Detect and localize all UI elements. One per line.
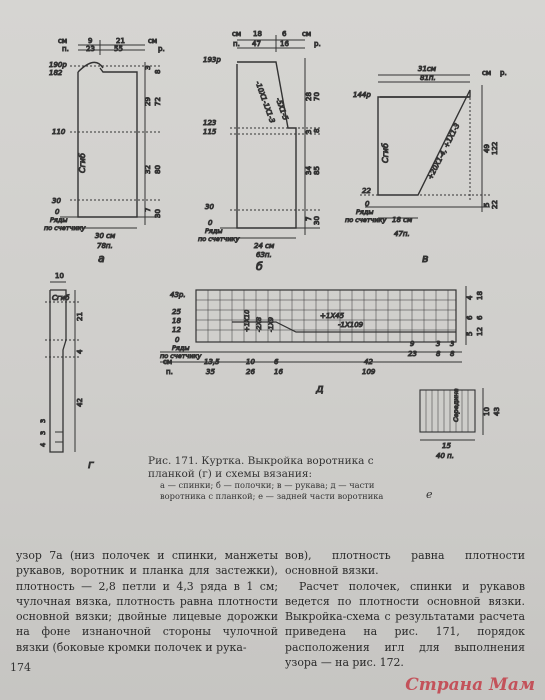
paragraph: Расчет полочек, спинки и рукавов ведется по плотности основной вязки. Выкройка-схема с результатами расчета приведена на рис. 171, порядок расположения игл для выполнения узора — на рис. 172.: [285, 579, 525, 670]
strip-right-cm: 4: [76, 349, 84, 354]
unit-r-label: р.: [314, 40, 321, 48]
figure-letter-d: д: [316, 382, 324, 395]
sleeve-right-r: 22: [491, 200, 499, 209]
chart-row-label: 25: [172, 308, 181, 316]
front-slope-note: -10Х1-1Х1-3: [253, 80, 277, 125]
front-right-cm: 34: [305, 166, 313, 175]
back-row-label: 182: [49, 69, 63, 77]
chart-note: -1Х9: [267, 316, 275, 332]
chart-note: +1Х10: [243, 309, 251, 332]
back-bottom-p: 78п.: [97, 242, 113, 250]
front-top-p: 16: [280, 40, 289, 48]
unit-p-label: п.: [62, 45, 69, 53]
chart-bottom-cm: 9: [410, 340, 415, 348]
front-slope-note: -5Х1-5: [274, 96, 290, 122]
back-right-r: 72: [154, 97, 162, 106]
chart-bottom-p: 109: [362, 368, 376, 376]
back-right-r: 30: [154, 209, 162, 218]
back-right-cm: 29: [144, 97, 152, 106]
front-top-p: 47: [252, 40, 261, 48]
rows-label: по счетчику: [160, 352, 202, 360]
front-row-label: 193р: [203, 56, 221, 64]
unit-cm-label: см: [482, 69, 492, 77]
chart-bottom-p: 35: [206, 368, 215, 376]
front-pattern: [198, 30, 321, 273]
unit-cm-label: см: [163, 358, 173, 366]
chart-right-cm: 6: [466, 315, 474, 320]
strip-right-cm: 42: [76, 398, 84, 407]
unit-p-label: п.: [233, 40, 240, 48]
strip-top-cm: 10: [55, 272, 64, 280]
strip-right-cm: 21: [76, 312, 84, 321]
sleeve-bottom-p: 47п.: [394, 230, 410, 238]
back-right-cm: 32: [144, 165, 152, 174]
unit-cm-label: см: [58, 37, 68, 45]
back-right-r: 8: [154, 69, 162, 74]
front-right-r: 8: [313, 128, 321, 133]
unit-r-label: р.: [158, 45, 165, 53]
rows-label: по счетчику: [198, 235, 240, 243]
front-right-r: 70: [313, 92, 321, 101]
fold-label: Сгиб: [52, 294, 70, 302]
back-collar-right-r: 43: [493, 407, 501, 416]
figure-letter-v: в: [422, 252, 429, 265]
front-top-cm: 6: [282, 30, 287, 38]
front-right-cm: 7: [305, 216, 313, 221]
sleeve-bottom-cm: 18 см: [392, 216, 413, 224]
rows-label: Ряды: [50, 216, 68, 224]
chart-row-label: 0: [175, 336, 180, 344]
back-row-label: 110: [52, 128, 66, 136]
unit-cm-label: см: [148, 37, 158, 45]
chart-right-r: 18: [476, 291, 484, 300]
watermark-logo: Страна Мам: [405, 675, 535, 695]
figure-caption: Рис. 171. Куртка. Выкройка воротника с планкой (г) и схемы вязания:: [148, 455, 374, 480]
page-number: 174: [10, 661, 31, 674]
back-row-label: 0: [55, 208, 60, 216]
text-column-right: [285, 548, 525, 670]
chart-bottom-p: 26: [246, 368, 255, 376]
figure-letter-e: е: [426, 488, 433, 501]
figure-letter-g: г: [88, 458, 94, 471]
center-label: Середина: [452, 388, 460, 422]
chart-right-cm: 5: [466, 331, 474, 336]
sleeve-right-cm: 5: [483, 202, 491, 207]
paragraph: узор 7а (низ полочек и спинки, манжеты рукавов, воротник и планка для застежки), плотность — 2,8 петли и 4,3 ряда в 1 см; чулочная вязка, плотность равна плотности основной вязки; двойные лицевые дорожки на фоне изнаночной стороны чулочной вязки (боковые кромки полочек и рука-: [16, 549, 278, 654]
collar-back-chart: [420, 388, 501, 460]
back-right-cm: 3: [144, 65, 152, 70]
front-right-r: 30: [313, 216, 321, 225]
back-row-label: 190р: [49, 61, 67, 69]
back-collar-right-cm: 10: [483, 407, 491, 416]
rows-label: по счетчику: [44, 224, 86, 232]
back-right-r: 80: [154, 165, 162, 174]
front-bottom-cm: 24 см: [254, 242, 275, 250]
back-top-p-1: 23: [86, 45, 95, 53]
fold-label: Сгиб: [381, 143, 390, 163]
chart-right-cm: 4: [466, 295, 474, 300]
sleeve-top-p: 81п.: [420, 74, 436, 82]
front-right-cm: 28: [305, 92, 313, 101]
chart-row-label: 12: [172, 326, 181, 334]
figure-letter-b: б: [256, 260, 263, 273]
chart-bottom-cm: 10: [246, 358, 255, 366]
sleeve-row-label: 144р: [353, 91, 371, 99]
text-column-left: [16, 548, 278, 655]
figure-legend: а — спинки; б — полочки; в — рукава; д — части воротника с планкой; е — задней части воротника: [160, 480, 384, 501]
collar-knit-chart: [160, 286, 484, 395]
sleeve-slope-note: +20Х1-4, +1Х1-3: [426, 122, 462, 181]
chart-bottom-cm: 13,5: [204, 358, 220, 366]
back-top-p-2: 55: [114, 45, 123, 53]
front-row-label: 123: [203, 119, 217, 127]
front-row-label: 115: [203, 128, 217, 136]
fold-label: Сгиб: [78, 153, 87, 173]
front-right-r: 85: [313, 166, 321, 175]
chart-bottom-cm: 42: [364, 358, 373, 366]
sleeve-row-label: 22: [362, 187, 371, 195]
unit-cm-label: см: [302, 30, 312, 38]
chart-note: -1Х109: [338, 321, 364, 329]
back-top-cm-2: 21: [116, 37, 125, 45]
chart-row-label: 18: [172, 317, 181, 325]
chart-bottom-p: 8: [436, 350, 441, 358]
strip-num: 4: [39, 442, 47, 447]
chart-note: -2Х8: [255, 316, 263, 332]
strip-num: 3: [39, 430, 47, 435]
chart-note: +1Х45: [320, 312, 345, 320]
rows-label: Ряды: [205, 227, 223, 235]
back-top-cm-1: 9: [88, 37, 93, 45]
chart-bottom-cm: 3: [450, 340, 455, 348]
strip-num: 3: [39, 418, 47, 423]
unit-cm-label: см: [232, 30, 242, 38]
chart-right-r: 6: [476, 315, 484, 320]
chart-bottom-cm: 3: [436, 340, 441, 348]
front-row-label: 0: [208, 219, 213, 227]
paragraph: вов), плотность равна плотности основной вязки.: [285, 549, 525, 578]
rows-label: Ряды: [356, 208, 374, 216]
collar-strip-pattern: [39, 272, 94, 471]
unit-p-label: п.: [166, 368, 173, 376]
rows-label: Ряды: [172, 344, 190, 352]
unit-r-label: р.: [500, 69, 507, 77]
front-right-cm: 3: [305, 129, 313, 134]
front-top-cm: 18: [253, 30, 262, 38]
sleeve-right-r: 122: [491, 141, 499, 155]
back-bottom-cm: 30 см: [95, 232, 116, 240]
sleeve-right-cm: 49: [483, 144, 491, 153]
back-right-cm: 7: [144, 207, 152, 212]
back-row-label: 30: [52, 197, 61, 205]
sleeve-row-label: 0: [365, 200, 370, 208]
back-pattern: [44, 37, 165, 265]
front-bottom-p: 63п.: [256, 251, 272, 259]
chart-row-label: 43р.: [170, 291, 186, 299]
sleeve-pattern: [345, 65, 507, 265]
back-collar-bottom-p: 40 п.: [436, 452, 454, 460]
sleeve-top-cm: 31см: [418, 65, 437, 73]
rows-label: по счетчику: [345, 216, 387, 224]
chart-bottom-cm: 6: [274, 358, 279, 366]
chart-bottom-p: 16: [274, 368, 283, 376]
chart-bottom-p: 23: [408, 350, 417, 358]
figure-letter-a: а: [98, 252, 105, 265]
chart-right-r: 12: [476, 327, 484, 336]
chart-bottom-p: 8: [450, 350, 455, 358]
back-collar-bottom-cm: 15: [442, 442, 451, 450]
front-row-label: 30: [205, 203, 214, 211]
